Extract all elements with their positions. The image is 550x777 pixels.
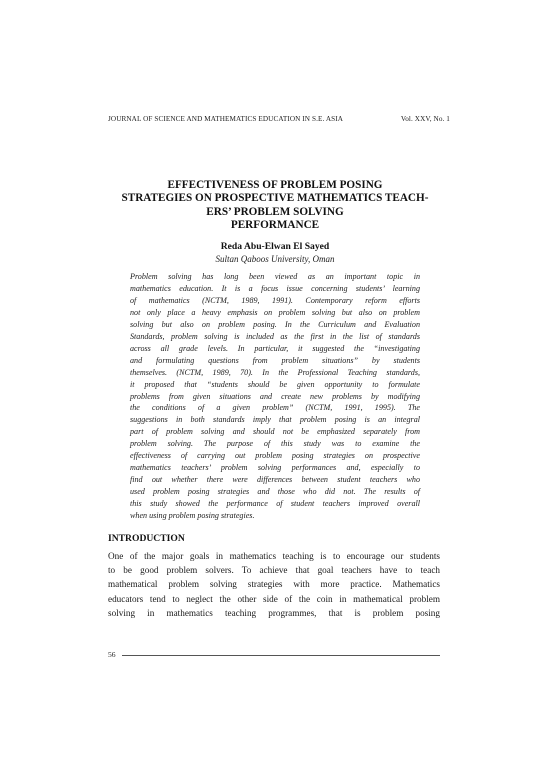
body-line: solving in mathematics teaching programmes, that is problem posing (108, 607, 440, 618)
abstract-line: mathematics education. It is a focus issue concerning students’ learning (130, 283, 420, 293)
abstract-line: problem solving. The purpose of this study was to examine the (130, 439, 420, 449)
title-line: STRATEGIES ON PROSPECTIVE MATHEMATICS TEACH- (121, 192, 429, 205)
footer-rule (122, 655, 440, 656)
abstract-line: of mathematics (NCTM, 1989, 1991). Contemporary reform efforts (130, 295, 420, 305)
abstract-line: when using problem posing strategies. (130, 511, 255, 521)
abstract-line: Standards, problem solving is included as the first in the list of standards (130, 331, 420, 341)
abstract-line: it proposed that “students should be given opportunity to formulate (130, 379, 420, 389)
title-line: ERS’ PROBLEM SOLVING (206, 205, 344, 218)
article-title (105, 179, 445, 233)
abstract-line: Problem solving has long been viewed as an important topic in (130, 272, 420, 281)
author-affiliation: Sultan Qaboos University, Oman (215, 254, 335, 264)
abstract (130, 271, 420, 522)
page-number: 56 (108, 650, 116, 659)
abstract-line: the conditions of a given problem” (NCTM, 1991, 1995). The (130, 403, 420, 413)
volume-info: Vol. XXV, No. 1 (400, 115, 450, 123)
abstract-line: and formulating questions from problem situations” by students (130, 355, 420, 365)
abstract-line: this study showed the performance of student teachers improved overall (130, 499, 420, 509)
abstract-line: solving but also on problem posing. In the Curriculum and Evaluation (130, 319, 420, 329)
body-line: mathematical problem solving strategies with more practice. Mathematics (108, 579, 440, 590)
abstract-line: across all grade levels. In particular, it suggested the “investigating (130, 343, 420, 353)
abstract-line: effectiveness of carrying out problem posing strategies on prospective (130, 451, 420, 461)
abstract-line: not only place a heavy emphasis on problem solving but also on problem (130, 307, 420, 317)
abstract-line: problems from given situations and create new problems by modifying (130, 391, 420, 401)
abstract-line: part of problem solving and should not be emphasized separately from (130, 427, 420, 437)
abstract-line: find out whether there were differences between student teachers who (130, 475, 420, 485)
body-line: One of the major goals in mathematics teaching is to encourage our students (108, 551, 440, 561)
abstract-line: themselves. (NCTM, 1989, 70). In the Professional Teaching standards, (130, 367, 420, 377)
abstract-line: suggestions in both standards imply that problem posing is an integral (130, 415, 420, 425)
abstract-line: used problem posing strategies and those who did not. The results of (130, 487, 420, 497)
author-name: Reda Abu-Elwan El Sayed (220, 241, 330, 252)
section-heading-introduction: INTRODUCTION (108, 533, 185, 544)
body-line: educators tend to neglect the other side of the coin in mathematical problem (108, 593, 440, 604)
journal-name: JOURNAL OF SCIENCE AND MATHEMATICS EDUCATION IN S.E. ASIA (108, 115, 344, 123)
title-line: EFFECTIVENESS OF PROBLEM POSING (167, 179, 383, 191)
body-line: to be good problem solvers. To achieve that goal teachers have to teach (108, 565, 440, 576)
abstract-line: mathematics teachers’ problem solving performances and, especially to (130, 463, 420, 473)
introduction-body (108, 549, 440, 620)
title-line: PERFORMANCE (230, 219, 320, 232)
